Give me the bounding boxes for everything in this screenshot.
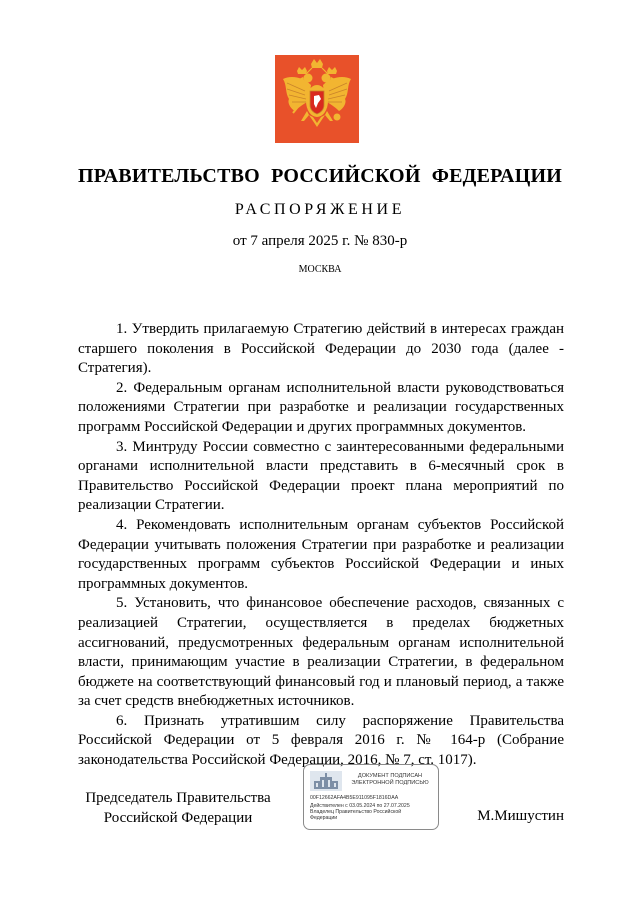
signer-name: М.Мишустин bbox=[477, 808, 564, 824]
stamp-heading bbox=[344, 773, 436, 787]
signer-title-line-1: Председатель Правительства bbox=[85, 790, 271, 806]
paragraph-3: 3. Минтруду России совместно с заинтересованными федеральными органами исполнительной власти представить в 6-месячный срок в Правительство Российской Федерации проект плана мероприятий по реализации Стратегии. bbox=[78, 438, 564, 514]
paragraph-6: 6. Признать утратившим силу распоряжение Правительства Российской Федерации от 5 февраля 2016 г. № 164-р (Собрание законодательства Российской Федерации, 2016, № 7, ст. 1017). bbox=[78, 712, 564, 769]
stamp-valid-period: Действителен с 03.05.2024 по 27.07.2025 bbox=[310, 803, 410, 809]
document-type: РАСПОРЯЖЕНИЕ bbox=[234, 201, 406, 218]
russian-coat-of-arms-icon bbox=[275, 55, 359, 143]
signer-title-line-2: Российской Федерации bbox=[103, 809, 253, 826]
stamp-heading-line-2: ЭЛЕКТРОННОЙ ПОДПИСЬЮ bbox=[351, 780, 429, 786]
signer-title bbox=[78, 789, 278, 828]
stamp-heading-line-1: ДОКУМЕНТ ПОДПИСАН bbox=[357, 773, 423, 779]
paragraph-5: 5. Установить, что финансовое обеспечение расходов, связанных с реализацией Стратегии, осуществляется в пределах бюджетных ассигнований, предусмотренных федеральным органам исполнительной власти, принимающим участие в реализации Стратегии, в федеральном бюджете на соответствующий финансовый год и плановый период, а также за счет средств внебюджетных источников. bbox=[78, 595, 564, 710]
document-body bbox=[78, 320, 564, 771]
government-building-icon bbox=[310, 771, 342, 791]
government-title: ПРАВИТЕЛЬСТВО РОССИЙСКОЙ ФЕДЕРАЦИИ bbox=[78, 165, 562, 187]
paragraph-1: 1. Утвердить прилагаемую Стратегию действий в интересах граждан старшего поколения в Российской Федерации до 2030 года (далее - Стратегия). bbox=[78, 321, 564, 377]
e-signature-stamp bbox=[303, 764, 439, 830]
paragraph-4: 4. Рекомендовать исполнительным органам субъектов Российской Федерации учитывать положения Стратегии при разработке и реализации государственных программ субъектов Российской Федерации и иных программных документов. bbox=[78, 516, 564, 592]
stamp-owner-line-1: Владелец Правительство Российской bbox=[310, 809, 402, 815]
stamp-certificate: 00F12662AFA4B5E911095F1816DAA bbox=[310, 795, 399, 801]
document-date-number: от 7 апреля 2025 г. № 830-р bbox=[232, 233, 408, 249]
document-city: МОСКВА bbox=[298, 264, 342, 275]
paragraph-2: 2. Федеральным органам исполнительной власти руководствоваться положениями Стратегии при разработке и реализации государственных программ Российской Федерации и других программных документов. bbox=[78, 379, 564, 435]
stamp-owner-line-2: Федерации bbox=[310, 815, 338, 821]
